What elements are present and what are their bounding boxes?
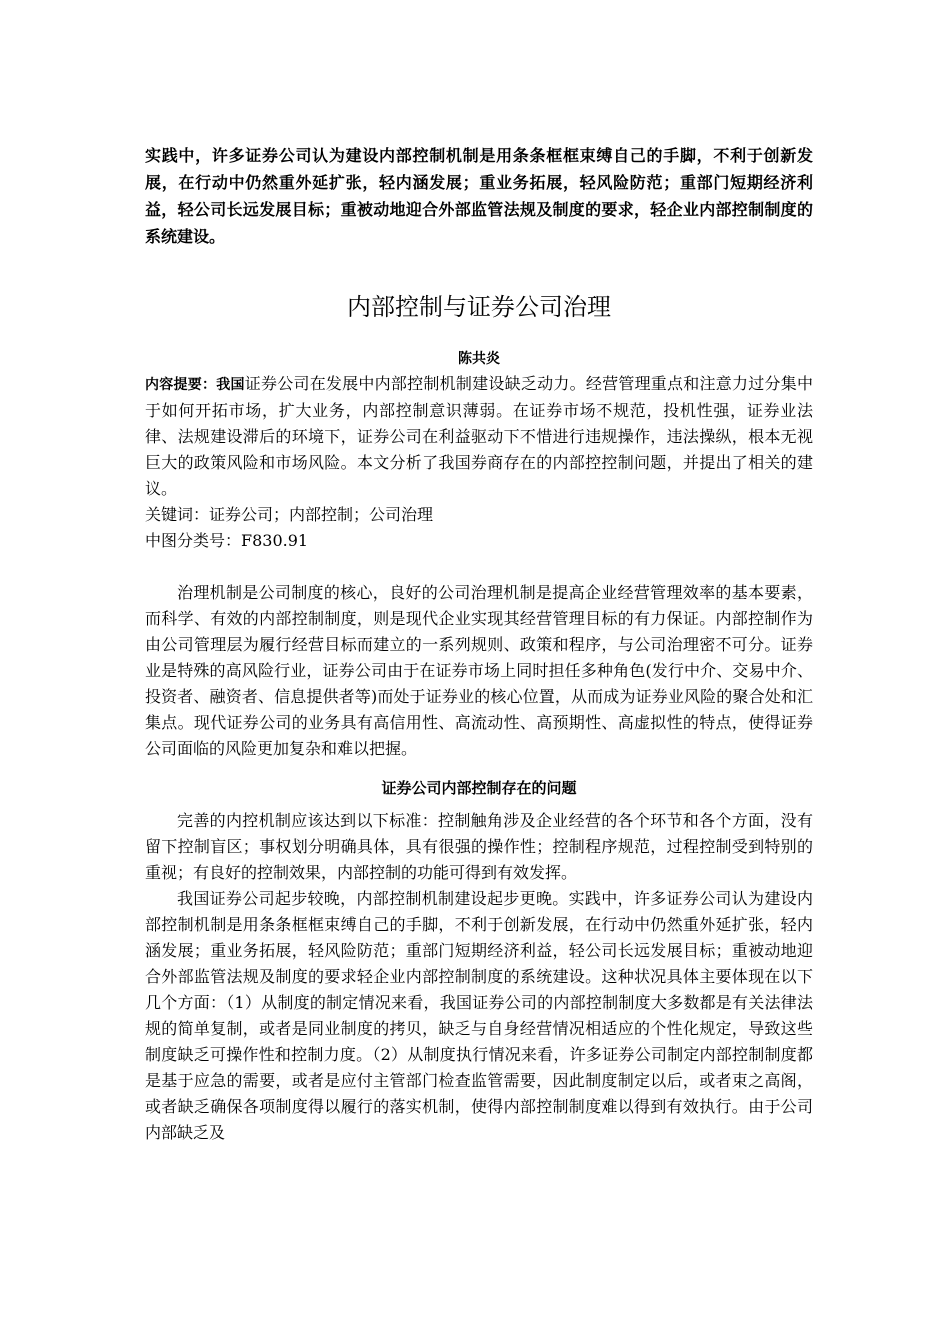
section-paragraph-1: 完善的内控机制应该达到以下标准：控制触角涉及企业经营的各个环节和各个方面，没有留下控制盲区；事权划分明确具体，具有很强的操作性；控制程序规范，过程控制受到特别的重视；有良好的控制效果，内部控制的功能可得到有效发挥。 (145, 811, 813, 882)
section-paragraph-2: 我国证券公司起步较晚，内部控制机制建设起步更晚。实践中，许多证券公司认为建设内部控制机制是用条条框框束缚自己的手脚，不利于创新发展，在行动中仍然重外延扩张，轻内涵发展；重业务拓展，轻风险防范；重部门短期经济利益，轻公司长远发展目标；重被动地迎合外部监管法规及制度的要求轻企业内部控制制度的系统建设。这种状况具体主要体现在以下几个方面：（1）从制度的制定情况来看，我国证券公司的内部控制制度大多数都是有关法律法规的简单复制，或者是同业制度的拷贝，缺乏与自身经营情况相适应的个性化规定，导致这些制度缺乏可操作性和控制力度。（2）从制度执行情况来看，许多证券公司制定内部控制制度都是基于应急的需要，或者是应付主管部门检查监管需要，因此制度制定以后，或者束之高阁，或者缺乏确保各项制度得以履行的落实机制，使得内部控制制度难以得到有效执行。由于公司内部缺乏及 (145, 889, 813, 1142)
keywords-line: 关键词：证券公司；内部控制；公司治理 (145, 505, 434, 524)
intro-paragraph: 治理机制是公司制度的核心，良好的公司治理机制是提高企业经营管理效率的基本要素，而科学、有效的内部控制制度，则是现代企业实现其经营管理目标的有力保证。内部控制作为由公司管理层为履行经营目标而建立的一系列规则、政策和程序，与公司治理密不可分。证券业是特殊的高风险行业，证券公司由于在证券市场上同时担任多种角色(发行中介、交易中介、投资者、融资者、信息提供者等)而处于证券业的核心位置，从而成为证券业风险的聚合处和汇集点。现代证券公司的业务具有高信用性、高流动性、高预期性、高虚拟性的特点，使得证券公司面临的风险更加复杂和难以把握。 (145, 583, 813, 758)
section-heading: 证券公司内部控制存在的问题 (381, 779, 577, 797)
abstract-label: 内容提要：我国 (145, 377, 245, 393)
article-title: 内部控制与证券公司治理 (347, 293, 611, 321)
pull-quote: 实践中，许多证券公司认为建设内部控制机制是用条条框框束缚自己的手脚，不利于创新发展，在行动中仍然重外延扩张，轻内涵发展；重业务拓展，轻风险防范；重部门短期经济利益，轻公司长远发展目标；重被动地迎合外部监管法规及制度的要求，轻企业内部控制制度的系统建设。 (145, 146, 813, 246)
page-content (145, 142, 813, 1146)
classification-line: 中图分类号：F830.91 (145, 531, 309, 550)
abstract-text: 证券公司在发展中内部控制机制建设缺乏动力。经营管理重点和注意力过分集中于如何开拓市场，扩大业务，内部控制意识薄弱。在证券市场不规范，投机性强，证券业法律、法规建设滞后的环境下，证券公司在利益驱动下不惜进行违规操作，违法操纵，根本无视巨大的政策风险和市场风险。本文分析了我国券商存在的内部控控制问题，并提出了相关的建议。 (145, 374, 813, 498)
article-author: 陈共炎 (458, 351, 500, 367)
abstract (145, 371, 813, 502)
paragraph-spacer (145, 554, 813, 580)
